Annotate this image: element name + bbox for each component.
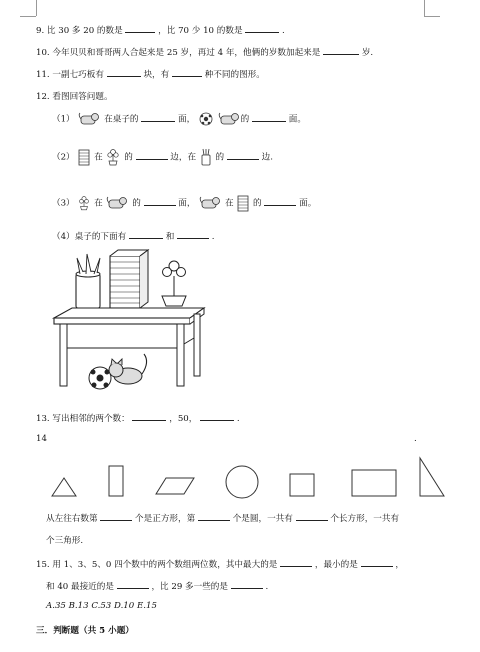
question-11: [36, 68, 265, 80]
question-14-line-1: [46, 512, 399, 524]
q9-text-b: ，比 70 少 10 的数是: [158, 26, 243, 36]
q12-l1-blank-1[interactable]: [141, 113, 175, 122]
q11-text-b: 块，有: [143, 70, 170, 80]
q12-l4-blank-2[interactable]: [177, 230, 209, 239]
question-14-number: 14: [36, 434, 47, 444]
q12-l2-text-b: 的: [124, 152, 133, 163]
cat-icon: [199, 196, 221, 210]
rectangle-shape-wide: [352, 470, 396, 496]
q15-blank-3[interactable]: [117, 580, 149, 589]
book-stack-icon: [78, 148, 90, 166]
question-14-dot: .: [414, 434, 417, 444]
section-heading: 三．判断题（共 5 小题）: [36, 626, 134, 636]
book-stack-icon: [237, 194, 249, 212]
q12-l3-text-f: 面。: [299, 198, 317, 209]
q13-text-c: .: [236, 414, 240, 424]
cat-icon: [78, 112, 100, 126]
q12-l1-text-d: 面。: [288, 114, 306, 125]
flower-pot-icon: [106, 148, 120, 166]
q13-blank-1[interactable]: [132, 412, 166, 421]
ball-icon: [199, 112, 213, 126]
q12-line-2: [52, 148, 273, 166]
question-10: [36, 46, 373, 58]
q14-text-a: 从左往右数第: [46, 514, 98, 524]
flower-pot-icon: [78, 195, 90, 211]
q12-l3-blank-2[interactable]: [264, 197, 296, 206]
q14-blank-2[interactable]: [198, 512, 230, 521]
q15-options: A.35 B.13 C.53 D.10 E.15: [46, 601, 157, 611]
q13-text-a: 13. 写出相邻的两个数：: [36, 414, 130, 424]
q12-l3-blank-1[interactable]: [144, 197, 176, 206]
pencil-cup-icon: [200, 148, 212, 166]
q12-l2-text-a: 在: [94, 152, 103, 163]
cat-icon: [218, 112, 240, 126]
flower-pot-icon: [162, 261, 186, 306]
book-stack-icon: [110, 250, 148, 308]
q14-text-e: 个三角形.: [46, 536, 84, 546]
q15-text-f: .: [265, 582, 269, 592]
q11-blank-1[interactable]: [107, 68, 141, 77]
q12-line-3: [52, 194, 316, 212]
q15-text-d: 和 40 最接近的是: [46, 582, 114, 592]
crop-mark-left: [36, 0, 37, 16]
q11-blank-2[interactable]: [172, 68, 202, 77]
question-12-title: 12. 看图回答问题。: [36, 92, 113, 102]
q14-text-d: 个长方形，一共有: [330, 514, 400, 524]
triangle-shape-1: [52, 478, 76, 496]
q14-blank-3[interactable]: [296, 512, 328, 521]
question-13: [36, 412, 240, 424]
q12-l4-text-n: （4）桌子的下面有: [52, 232, 127, 242]
q12-l2-num: （2）: [52, 152, 75, 163]
cat-icon: [109, 354, 147, 384]
q9-blank-2[interactable]: [245, 24, 279, 33]
q10-blank-1[interactable]: [323, 46, 359, 55]
q9-text-c: .: [282, 26, 285, 36]
q12-l3-text-b: 的: [132, 198, 141, 209]
q12-l3-num: （3）: [52, 198, 75, 209]
q10-text-b: 岁.: [361, 48, 374, 58]
q12-l2-text-c: 边，在: [170, 152, 197, 163]
circle-shape: [226, 466, 258, 498]
question-14-line-2: [46, 534, 83, 546]
crop-mark-right-h: [424, 16, 440, 17]
q12-line-1: （1） 在桌子的 面， 的 面。: [52, 112, 306, 126]
q15-text-e: ，比 29 多一些的是: [151, 582, 228, 592]
q15-blank-2[interactable]: [361, 558, 393, 567]
q12-l3-text-a: 在: [94, 198, 103, 209]
q15-text-b: ，最小的是: [314, 560, 358, 570]
q9-text-a: 9. 比 30 多 20 的数是: [36, 26, 123, 36]
q12-l4-text-a: 和: [165, 232, 175, 242]
q13-blank-2[interactable]: [200, 412, 234, 421]
q12-l2-text-d: 的: [215, 152, 225, 163]
square-shape: [290, 474, 314, 496]
question-15-line-1: [36, 558, 404, 570]
q14-text-b: 个是正方形，第: [135, 514, 196, 524]
parallelogram-shape: [156, 478, 194, 494]
q12-l3-text-e: 的: [253, 198, 262, 209]
q12-l2-text-e: 边.: [261, 152, 273, 163]
q12-l4-text-b: .: [211, 232, 215, 242]
q14-blank-1[interactable]: [100, 512, 132, 521]
q11-text-a: 11. 一副七巧板有: [36, 70, 104, 80]
table-scene-illustration: [50, 244, 210, 394]
q12-l1-text-b: 面，: [177, 114, 196, 125]
cat-icon: [106, 196, 128, 210]
q14-text-c: 个是圆，一共有: [232, 514, 293, 524]
q15-text-a: 15. 用 1、3、5、0 四个数中的两个数组两位数，其中最大的是: [36, 560, 278, 570]
q12-l2-blank-1[interactable]: [136, 151, 168, 160]
q13-text-b: ，50，: [169, 414, 198, 424]
q11-text-c: 种不同的图形。: [204, 70, 265, 80]
crop-mark-left-h: [20, 16, 36, 17]
question-9: [36, 24, 285, 36]
rectangle-shape-tall: [109, 466, 123, 496]
question-15-line-2: [46, 580, 268, 592]
q12-l1-blank-2[interactable]: [252, 113, 286, 122]
crop-mark-right: [424, 0, 425, 16]
pencil-cup-icon: [76, 254, 100, 308]
q15-text-c: ，: [395, 560, 404, 570]
q12-line-4: [52, 230, 215, 242]
q15-blank-1[interactable]: [280, 558, 312, 567]
q12-l3-text-c: 面，: [178, 198, 196, 209]
triangle-shape-2: [420, 458, 444, 496]
q12-l4-blank-1[interactable]: [129, 230, 163, 239]
q12-l2-blank-2[interactable]: [227, 151, 259, 160]
shapes-row: [46, 454, 456, 504]
q15-blank-4[interactable]: [231, 580, 263, 589]
q12-l1-text-a: 在桌子的: [104, 114, 139, 125]
q12-l1-num: （1）: [52, 114, 75, 125]
q9-blank-1[interactable]: [125, 24, 155, 33]
q10-text-a: 10. 今年贝贝和哥哥两人合起来是 25 岁，再过 4 年，他俩的岁数加起来是: [36, 48, 321, 58]
ball-icon: [89, 367, 111, 389]
q12-l3-text-d: 在: [224, 198, 234, 209]
